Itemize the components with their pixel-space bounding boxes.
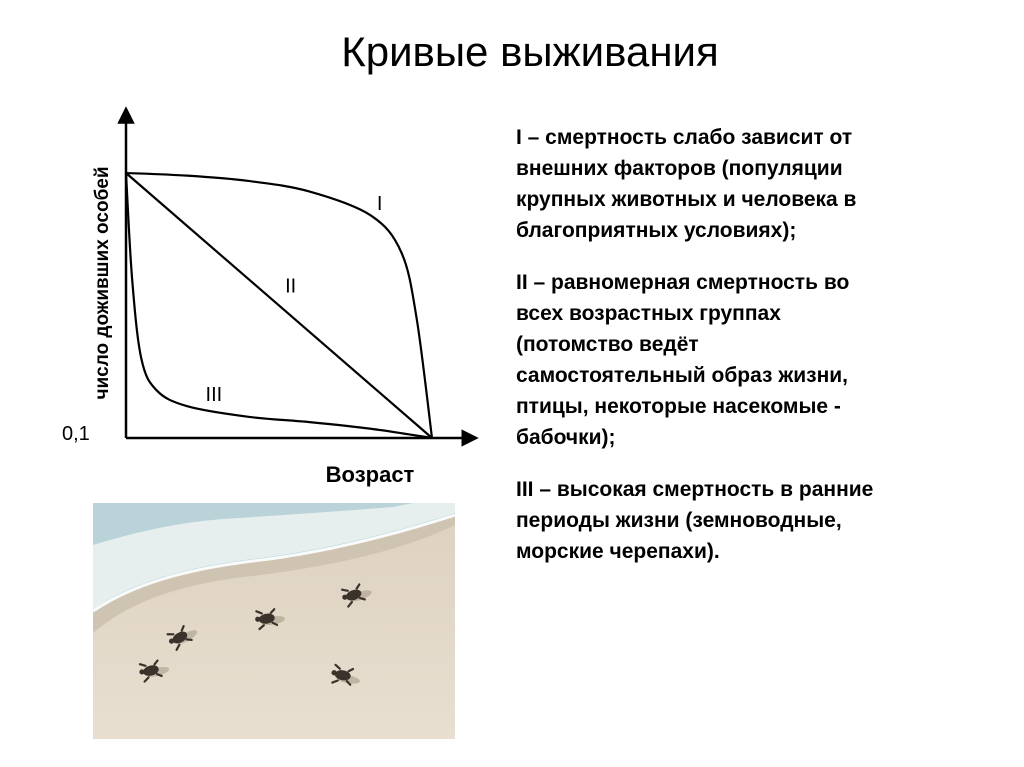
series-line-2	[126, 173, 432, 438]
y-tick-label: 0,1	[62, 423, 90, 445]
description-type-3: III – высокая смертность в ранние периоды жизни (земноводные, морские черепахи).	[516, 478, 874, 563]
x-axis-label: Возраст	[325, 462, 415, 487]
series-layer	[126, 173, 432, 438]
survival-chart-svg	[50, 105, 490, 500]
series-label-1: I	[376, 193, 383, 216]
series-label-2: II	[285, 275, 297, 298]
beach-turtles-illustration	[93, 503, 455, 739]
y-axis-label: число доживших особей	[92, 166, 113, 400]
description-type-2: II – равномерная смертность во всех возрастных группах (потомство ведёт самостоятельный образ жизни, птицы, некоторые насекомые - бабочки);	[516, 271, 850, 449]
survival-chart	[50, 105, 490, 500]
beach-turtles-photo	[93, 503, 455, 739]
slide-title: Кривые выживания	[341, 28, 719, 75]
series-label-3: III	[205, 383, 223, 406]
description-type-1: I – смертность слабо зависит от внешних факторов (популяции крупных животных и человека в благоприятных условиях);	[516, 126, 857, 242]
description-list	[516, 122, 996, 588]
